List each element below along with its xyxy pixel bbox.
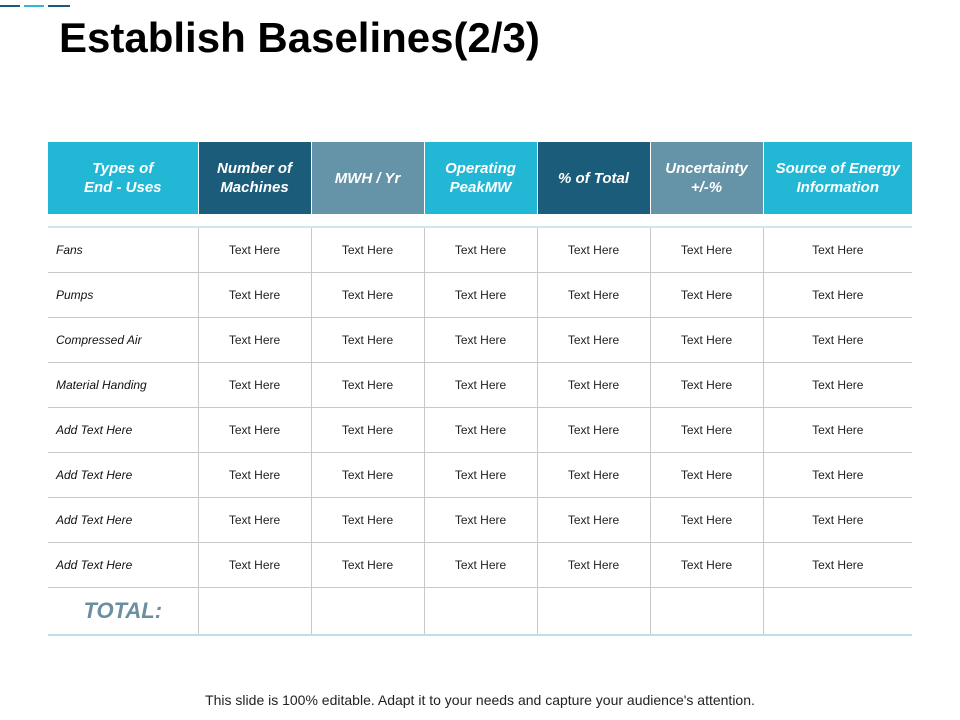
table-body	[48, 214, 912, 635]
total-cell[interactable]	[311, 588, 424, 636]
table-cell[interactable]: Text Here	[311, 543, 424, 588]
table-row	[48, 543, 912, 588]
accent-bar-left	[0, 5, 20, 7]
table-cell[interactable]: Text Here	[650, 318, 763, 363]
table-row	[48, 498, 912, 543]
table-cell[interactable]: Text Here	[763, 408, 912, 453]
table-row	[48, 453, 912, 498]
baselines-table	[48, 142, 912, 636]
table-cell[interactable]: Text Here	[763, 227, 912, 273]
table-cell[interactable]: Text Here	[424, 453, 537, 498]
row-label: Add Text Here	[48, 543, 198, 588]
header-uncertainty: Uncertainty +/-%	[650, 142, 763, 214]
table-cell[interactable]: Text Here	[424, 273, 537, 318]
row-label: Add Text Here	[48, 453, 198, 498]
total-cell[interactable]	[650, 588, 763, 636]
header-source-of-energy-information: Source of Energy Information	[763, 142, 912, 214]
table-row	[48, 363, 912, 408]
table-cell[interactable]: Text Here	[311, 227, 424, 273]
table-cell[interactable]: Text Here	[763, 273, 912, 318]
header-types-of-end-uses: Types of End - Uses	[48, 142, 198, 214]
table-cell[interactable]: Text Here	[537, 363, 650, 408]
total-cell[interactable]	[537, 588, 650, 636]
table-row	[48, 227, 912, 273]
table-cell[interactable]: Text Here	[198, 498, 311, 543]
table-cell[interactable]: Text Here	[311, 498, 424, 543]
header-operating-peak-mw: Operating PeakMW	[424, 142, 537, 214]
table-cell[interactable]: Text Here	[198, 543, 311, 588]
table-cell[interactable]: Text Here	[650, 227, 763, 273]
footer-note: This slide is 100% editable. Adapt it to your needs and capture your audience's attention.	[205, 692, 755, 708]
table-cell[interactable]: Text Here	[650, 453, 763, 498]
table-cell[interactable]: Text Here	[650, 498, 763, 543]
table-cell[interactable]: Text Here	[537, 273, 650, 318]
table-cell[interactable]: Text Here	[650, 408, 763, 453]
row-label: Add Text Here	[48, 408, 198, 453]
total-label: TOTAL:	[48, 588, 198, 636]
table-cell[interactable]: Text Here	[198, 273, 311, 318]
table-cell[interactable]: Text Here	[763, 498, 912, 543]
table-cell[interactable]: Text Here	[763, 453, 912, 498]
table-cell[interactable]: Text Here	[537, 453, 650, 498]
table-cell[interactable]: Text Here	[650, 363, 763, 408]
table-cell[interactable]: Text Here	[763, 318, 912, 363]
table-cell[interactable]: Text Here	[537, 498, 650, 543]
table-row	[48, 318, 912, 363]
table-cell[interactable]: Text Here	[198, 453, 311, 498]
table-cell[interactable]: Text Here	[537, 408, 650, 453]
table-cell[interactable]: Text Here	[311, 453, 424, 498]
table-cell[interactable]: Text Here	[424, 543, 537, 588]
total-cell[interactable]	[763, 588, 912, 636]
header-number-of-machines: Number of Machines	[198, 142, 311, 214]
table-cell[interactable]: Text Here	[424, 363, 537, 408]
row-label: Pumps	[48, 273, 198, 318]
row-label: Compressed Air	[48, 318, 198, 363]
header-spacer-row	[48, 214, 912, 227]
table-row	[48, 408, 912, 453]
accent-bar-middle	[24, 5, 44, 7]
row-label: Fans	[48, 227, 198, 273]
table-cell[interactable]: Text Here	[537, 227, 650, 273]
header-spacer	[48, 214, 912, 227]
header-percent-of-total: % of Total	[537, 142, 650, 214]
table-cell[interactable]: Text Here	[311, 408, 424, 453]
accent-bar-right	[48, 5, 70, 7]
table-cell[interactable]: Text Here	[650, 273, 763, 318]
table-cell[interactable]: Text Here	[311, 318, 424, 363]
table-cell[interactable]: Text Here	[424, 408, 537, 453]
table-cell[interactable]: Text Here	[537, 543, 650, 588]
total-cell[interactable]	[198, 588, 311, 636]
total-row	[48, 588, 912, 636]
table-cell[interactable]: Text Here	[311, 363, 424, 408]
table-cell[interactable]: Text Here	[424, 318, 537, 363]
table-cell[interactable]: Text Here	[198, 318, 311, 363]
table-row	[48, 273, 912, 318]
table-cell[interactable]: Text Here	[424, 227, 537, 273]
row-label: Add Text Here	[48, 498, 198, 543]
slide-title: Establish Baselines(2/3)	[59, 14, 540, 61]
table-cell[interactable]: Text Here	[763, 363, 912, 408]
table-cell[interactable]: Text Here	[650, 543, 763, 588]
table-cell[interactable]: Text Here	[198, 227, 311, 273]
header-mwh-yr: MWH / Yr	[311, 142, 424, 214]
header-row	[48, 142, 912, 214]
table-cell[interactable]: Text Here	[198, 363, 311, 408]
table-cell[interactable]: Text Here	[311, 273, 424, 318]
table-cell[interactable]: Text Here	[763, 543, 912, 588]
row-label: Material Handing	[48, 363, 198, 408]
table-cell[interactable]: Text Here	[424, 498, 537, 543]
total-cell[interactable]	[424, 588, 537, 636]
table-cell[interactable]: Text Here	[537, 318, 650, 363]
table-cell[interactable]: Text Here	[198, 408, 311, 453]
